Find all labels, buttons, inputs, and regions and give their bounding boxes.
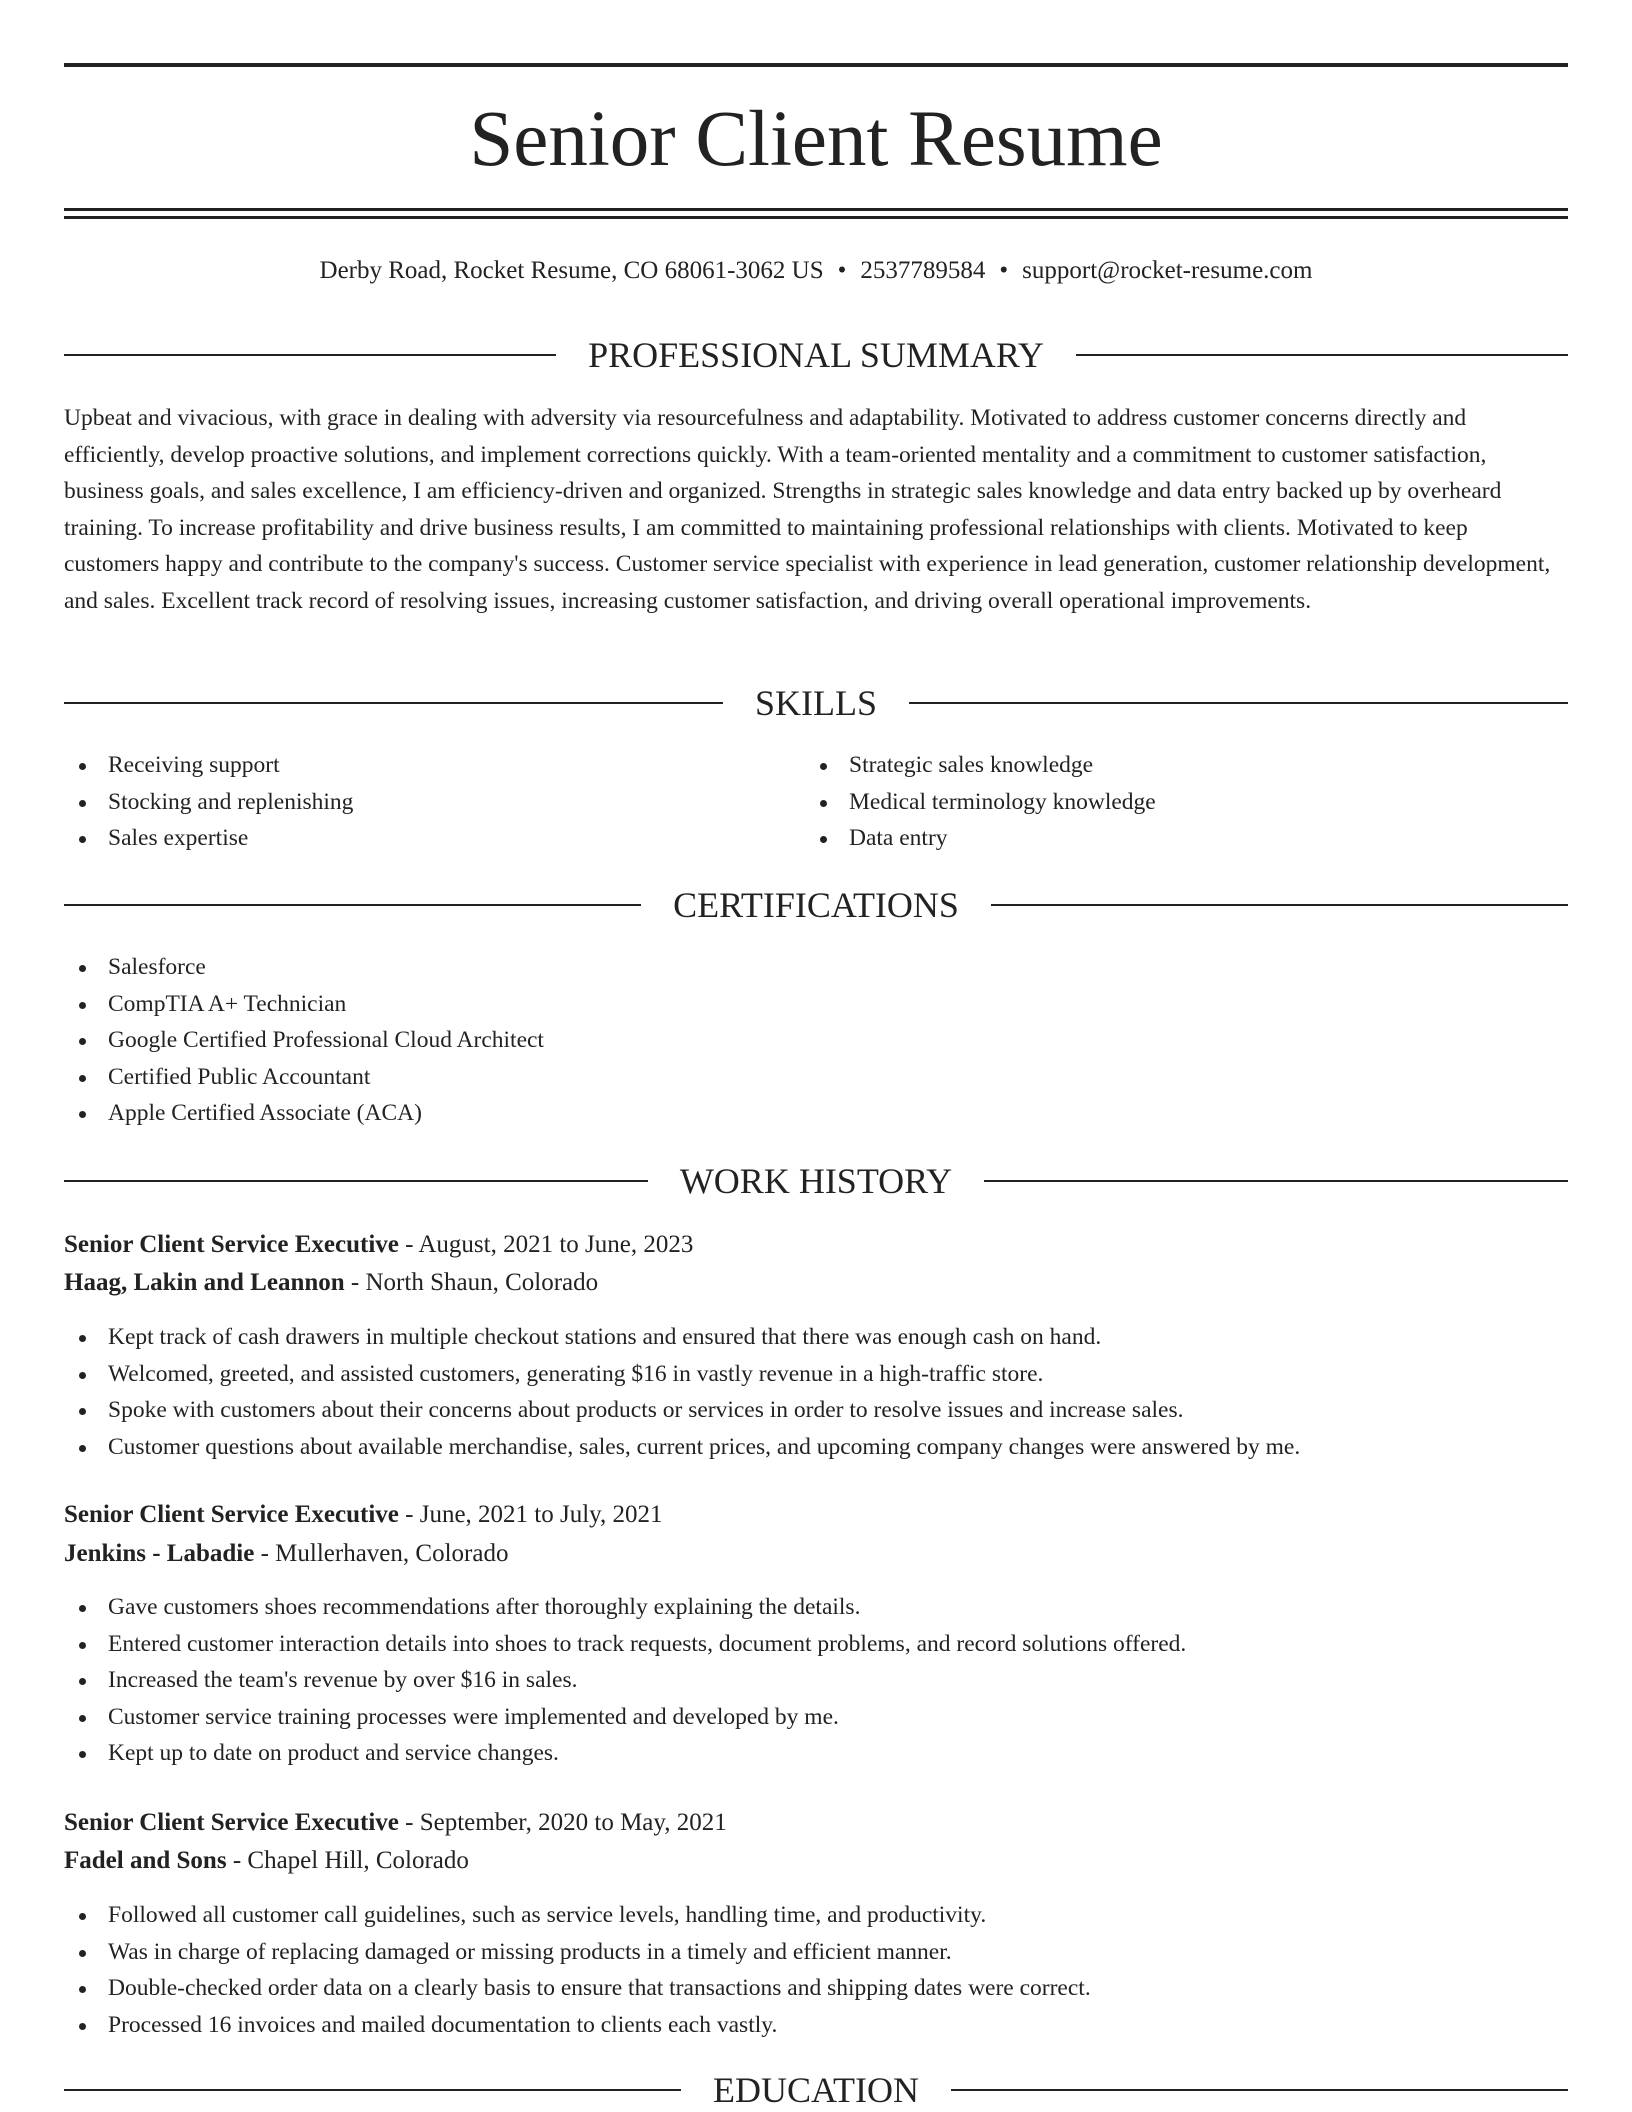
list-item: Entered customer interaction details into shoes to track requests, document problems, and record solutions offered. — [64, 1626, 1568, 1663]
list-item: Kept up to date on product and service changes. — [64, 1735, 1568, 1772]
job-company-line — [64, 1535, 1568, 1573]
list-item: Kept track of cash drawers in multiple checkout stations and ensured that there was enough cash on hand. — [64, 1319, 1568, 1356]
contact-address: Derby Road, Rocket Resume, CO 68061-3062 US — [319, 257, 824, 284]
summary-text: Upbeat and vivacious, with grace in dealing with adversity via resourcefulness and adaptability. Motivated to address customer concerns directly and efficiently, develop proactive solutions, and implement corrections quickly. With a team-oriented mentality and a commitment to customer satisfaction, business goals, and sales excellence, I am efficiency-driven and organized. Strengths in strategic sales knowledge and data entry backed up by overheard training. To increase profitability and drive business results, I am committed to maintaining professional relationships with clients. Motivated to keep customers happy and contribute to the company's success. Customer service specialist with experience in lead generation, customer relationship development, and sales. Excellent track record of resolving issues, increasing customer satisfaction, and driving overall operational improvements. — [64, 405, 1551, 614]
list-item: Certified Public Accountant — [64, 1059, 1568, 1096]
contact-line — [64, 254, 1568, 288]
top-rule — [64, 63, 1568, 67]
job-title-line — [64, 1496, 1568, 1534]
skills-list-right — [805, 747, 1505, 857]
list-item: Customer service training processes were implemented and developed by me. — [64, 1699, 1568, 1736]
list-item: Strategic sales knowledge — [805, 747, 1505, 784]
list-item: Salesforce — [64, 949, 1568, 986]
list-item: Followed all customer call guidelines, such as service levels, handling time, and productivity. — [64, 1897, 1568, 1934]
list-item: Customer questions about available merchandise, sales, current prices, and upcoming company changes were answered by me. — [64, 1429, 1568, 1466]
list-item: Sales expertise — [64, 820, 764, 857]
job-title-line — [64, 1226, 1568, 1264]
job-bullets — [64, 1897, 1568, 2043]
section-title: CERTIFICATIONS — [673, 885, 959, 925]
list-item: CompTIA A+ Technician — [64, 986, 1568, 1023]
certifications-list — [64, 949, 1568, 1132]
list-item: Google Certified Professional Cloud Architect — [64, 1022, 1568, 1059]
contact-separator: • — [999, 257, 1009, 284]
contact-phone: 2537789584 — [860, 257, 986, 284]
list-item: Stocking and replenishing — [64, 784, 764, 821]
skills-list-left — [64, 747, 764, 857]
job-dates: - June, 2021 to July, 2021 — [398, 1501, 663, 1528]
list-item: Medical terminology knowledge — [805, 784, 1505, 821]
list-item: Double-checked order data on a clearly basis to ensure that transactions and shipping dates were correct. — [64, 1970, 1568, 2007]
job-company-line — [64, 1264, 1568, 1302]
section-title: WORK HISTORY — [679, 1161, 953, 1201]
section-heading-work-history — [64, 1159, 1568, 1203]
job-title: Senior Client Service Executive — [64, 1809, 399, 1836]
title-double-rule — [64, 208, 1568, 220]
section-heading-summary — [64, 333, 1568, 377]
job-title: Senior Client Service Executive — [64, 1231, 399, 1258]
section-title: SKILLS — [755, 683, 878, 723]
job-location: - North Shaun, Colorado — [344, 1269, 599, 1296]
job-bullets — [64, 1589, 1568, 1772]
job-dates: - August, 2021 to June, 2023 — [398, 1231, 694, 1258]
list-item: Gave customers shoes recommendations after thoroughly explaining the details. — [64, 1589, 1568, 1626]
list-item: Receiving support — [64, 747, 764, 784]
list-item: Was in charge of replacing damaged or missing products in a timely and efficient manner. — [64, 1934, 1568, 1971]
list-item: Data entry — [805, 820, 1505, 857]
list-item: Apple Certified Associate (ACA) — [64, 1095, 1568, 1132]
section-title: EDUCATION — [713, 2070, 919, 2110]
resume-title: Senior Client Resume — [469, 96, 1163, 183]
job-title-line — [64, 1804, 1568, 1842]
job-bullets — [64, 1319, 1568, 1465]
section-heading-certifications — [64, 883, 1568, 927]
contact-email[interactable]: support@rocket-resume.com — [1022, 257, 1313, 284]
job-company: Haag, Lakin and Leannon — [64, 1269, 345, 1296]
job-company-line — [64, 1842, 1568, 1880]
job-location: - Mullerhaven, Colorado — [254, 1540, 509, 1567]
list-item: Spoke with customers about their concerns about products or services in order to resolve issues and increase sales. — [64, 1392, 1568, 1429]
job-location: - Chapel Hill, Colorado — [226, 1847, 469, 1874]
job-dates: - September, 2020 to May, 2021 — [398, 1809, 727, 1836]
list-item: Increased the team's revenue by over $16 in sales. — [64, 1662, 1568, 1699]
contact-separator: • — [837, 257, 847, 284]
job-company: Fadel and Sons — [64, 1847, 227, 1874]
job-title: Senior Client Service Executive — [64, 1501, 399, 1528]
section-heading-education — [64, 2068, 1568, 2112]
section-title: PROFESSIONAL SUMMARY — [588, 335, 1044, 375]
section-heading-skills — [64, 681, 1568, 725]
job-company: Jenkins - Labadie — [64, 1540, 255, 1567]
list-item: Welcomed, greeted, and assisted customers, generating $16 in vastly revenue in a high-traffic store. — [64, 1356, 1568, 1393]
list-item: Processed 16 invoices and mailed documentation to clients each vastly. — [64, 2007, 1568, 2044]
